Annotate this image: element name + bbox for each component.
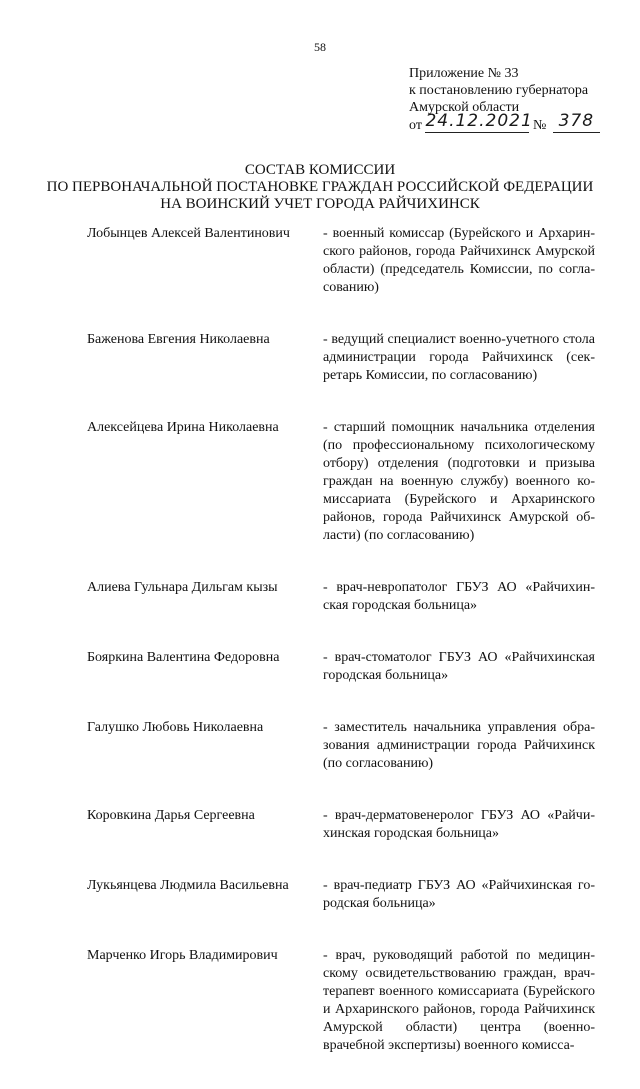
member-name: Лобынцев Алексей Валентинович (87, 226, 290, 241)
member-role: - врач-педиатр ГБУЗ АО «Райчихинская городская больница» (323, 878, 595, 911)
handwritten-number: 378 (558, 111, 595, 131)
member-role: - врач-дерматовенеролог ГБУЗ АО «Райчихинская городская больница» (323, 808, 595, 841)
date-field (425, 111, 533, 133)
member-role: - врач, руководящий работой по медицинскому освидетельствованию граждан, врач-терапевт военного комиссариата (Бурейского и Архаринского районов, города Райчихинск Амурской области) центра (военно-врачебной экспертизы) военного комисса- (323, 948, 595, 1053)
member-role: - врач-невропатолог ГБУЗ АО «Райчихинская городская больница» (323, 580, 595, 613)
appendix-number: Приложение № 33 (409, 66, 519, 81)
member-role: - врач-стоматолог ГБУЗ АО «Райчихинская городская больница» (323, 650, 595, 683)
date-prefix: от (409, 118, 422, 133)
appendix-date-number-row (409, 111, 624, 134)
member-row (87, 225, 607, 297)
title-line-1: СОСТАВ КОМИССИИ (244, 162, 396, 178)
member-name: Алиева Гульнара Дильгам кызы (87, 580, 278, 595)
member-row (87, 807, 607, 843)
number-prefix: № (532, 118, 547, 133)
page-number: 58 (314, 40, 326, 54)
member-name: Бояркина Валентина Федоровна (87, 650, 280, 665)
appendix-region: Амурской области (409, 100, 520, 115)
member-name: Коровкина Дарья Сергеевна (87, 808, 255, 823)
member-row (87, 947, 607, 1055)
commission-members-list (87, 225, 607, 1089)
member-role: - старший помощник начальника отделения (по профессиональному психологическому отбору) отделения (подготовки и призыва граждан на военную службу) военного комиссариата (Бурейского и Архаринского районов, города Райчихинск Амурской области) (по согласованию) (323, 420, 595, 543)
member-row (87, 719, 607, 773)
member-name: Баженова Евгения Николаевна (87, 332, 270, 347)
member-role: - военный комиссар (Бурейского и Архаринского районов, города Райчихинск Амурской области) (председатель Комиссии, по согласованию) (323, 226, 595, 295)
member-role: - заместитель начальника управления образования администрации города Райчихинск (по согласованию) (323, 720, 595, 771)
member-row (87, 877, 607, 913)
title-line-3: НА ВОИНСКИЙ УЧЕТ ГОРОДА РАЙЧИХИНСК (160, 196, 480, 212)
appendix-header (409, 65, 624, 134)
member-row (87, 649, 607, 685)
member-name: Алексейцева Ирина Николаевна (87, 420, 279, 435)
member-name: Галушко Любовь Николаевна (87, 720, 264, 735)
member-row (87, 419, 607, 545)
member-row (87, 579, 607, 615)
member-name: Лукьянцева Людмила Васильевна (87, 878, 289, 893)
member-name: Марченко Игорь Владимирович (87, 948, 278, 963)
member-role: - ведущий специалист военно-учетного стола администрации города Райчихинск (секретарь Комиссии, по согласованию) (323, 332, 595, 383)
title-line-2: ПО ПЕРВОНАЧАЛЬНОЙ ПОСТАНОВКЕ ГРАЖДАН РОССИЙСКОЙ ФЕДЕРАЦИИ (46, 179, 594, 195)
number-field (553, 111, 600, 133)
handwritten-date: 24.12.2021 (425, 111, 533, 131)
member-row (87, 331, 607, 385)
appendix-decree-ref: к постановлению губернатора (409, 83, 589, 98)
document-title (0, 162, 640, 213)
